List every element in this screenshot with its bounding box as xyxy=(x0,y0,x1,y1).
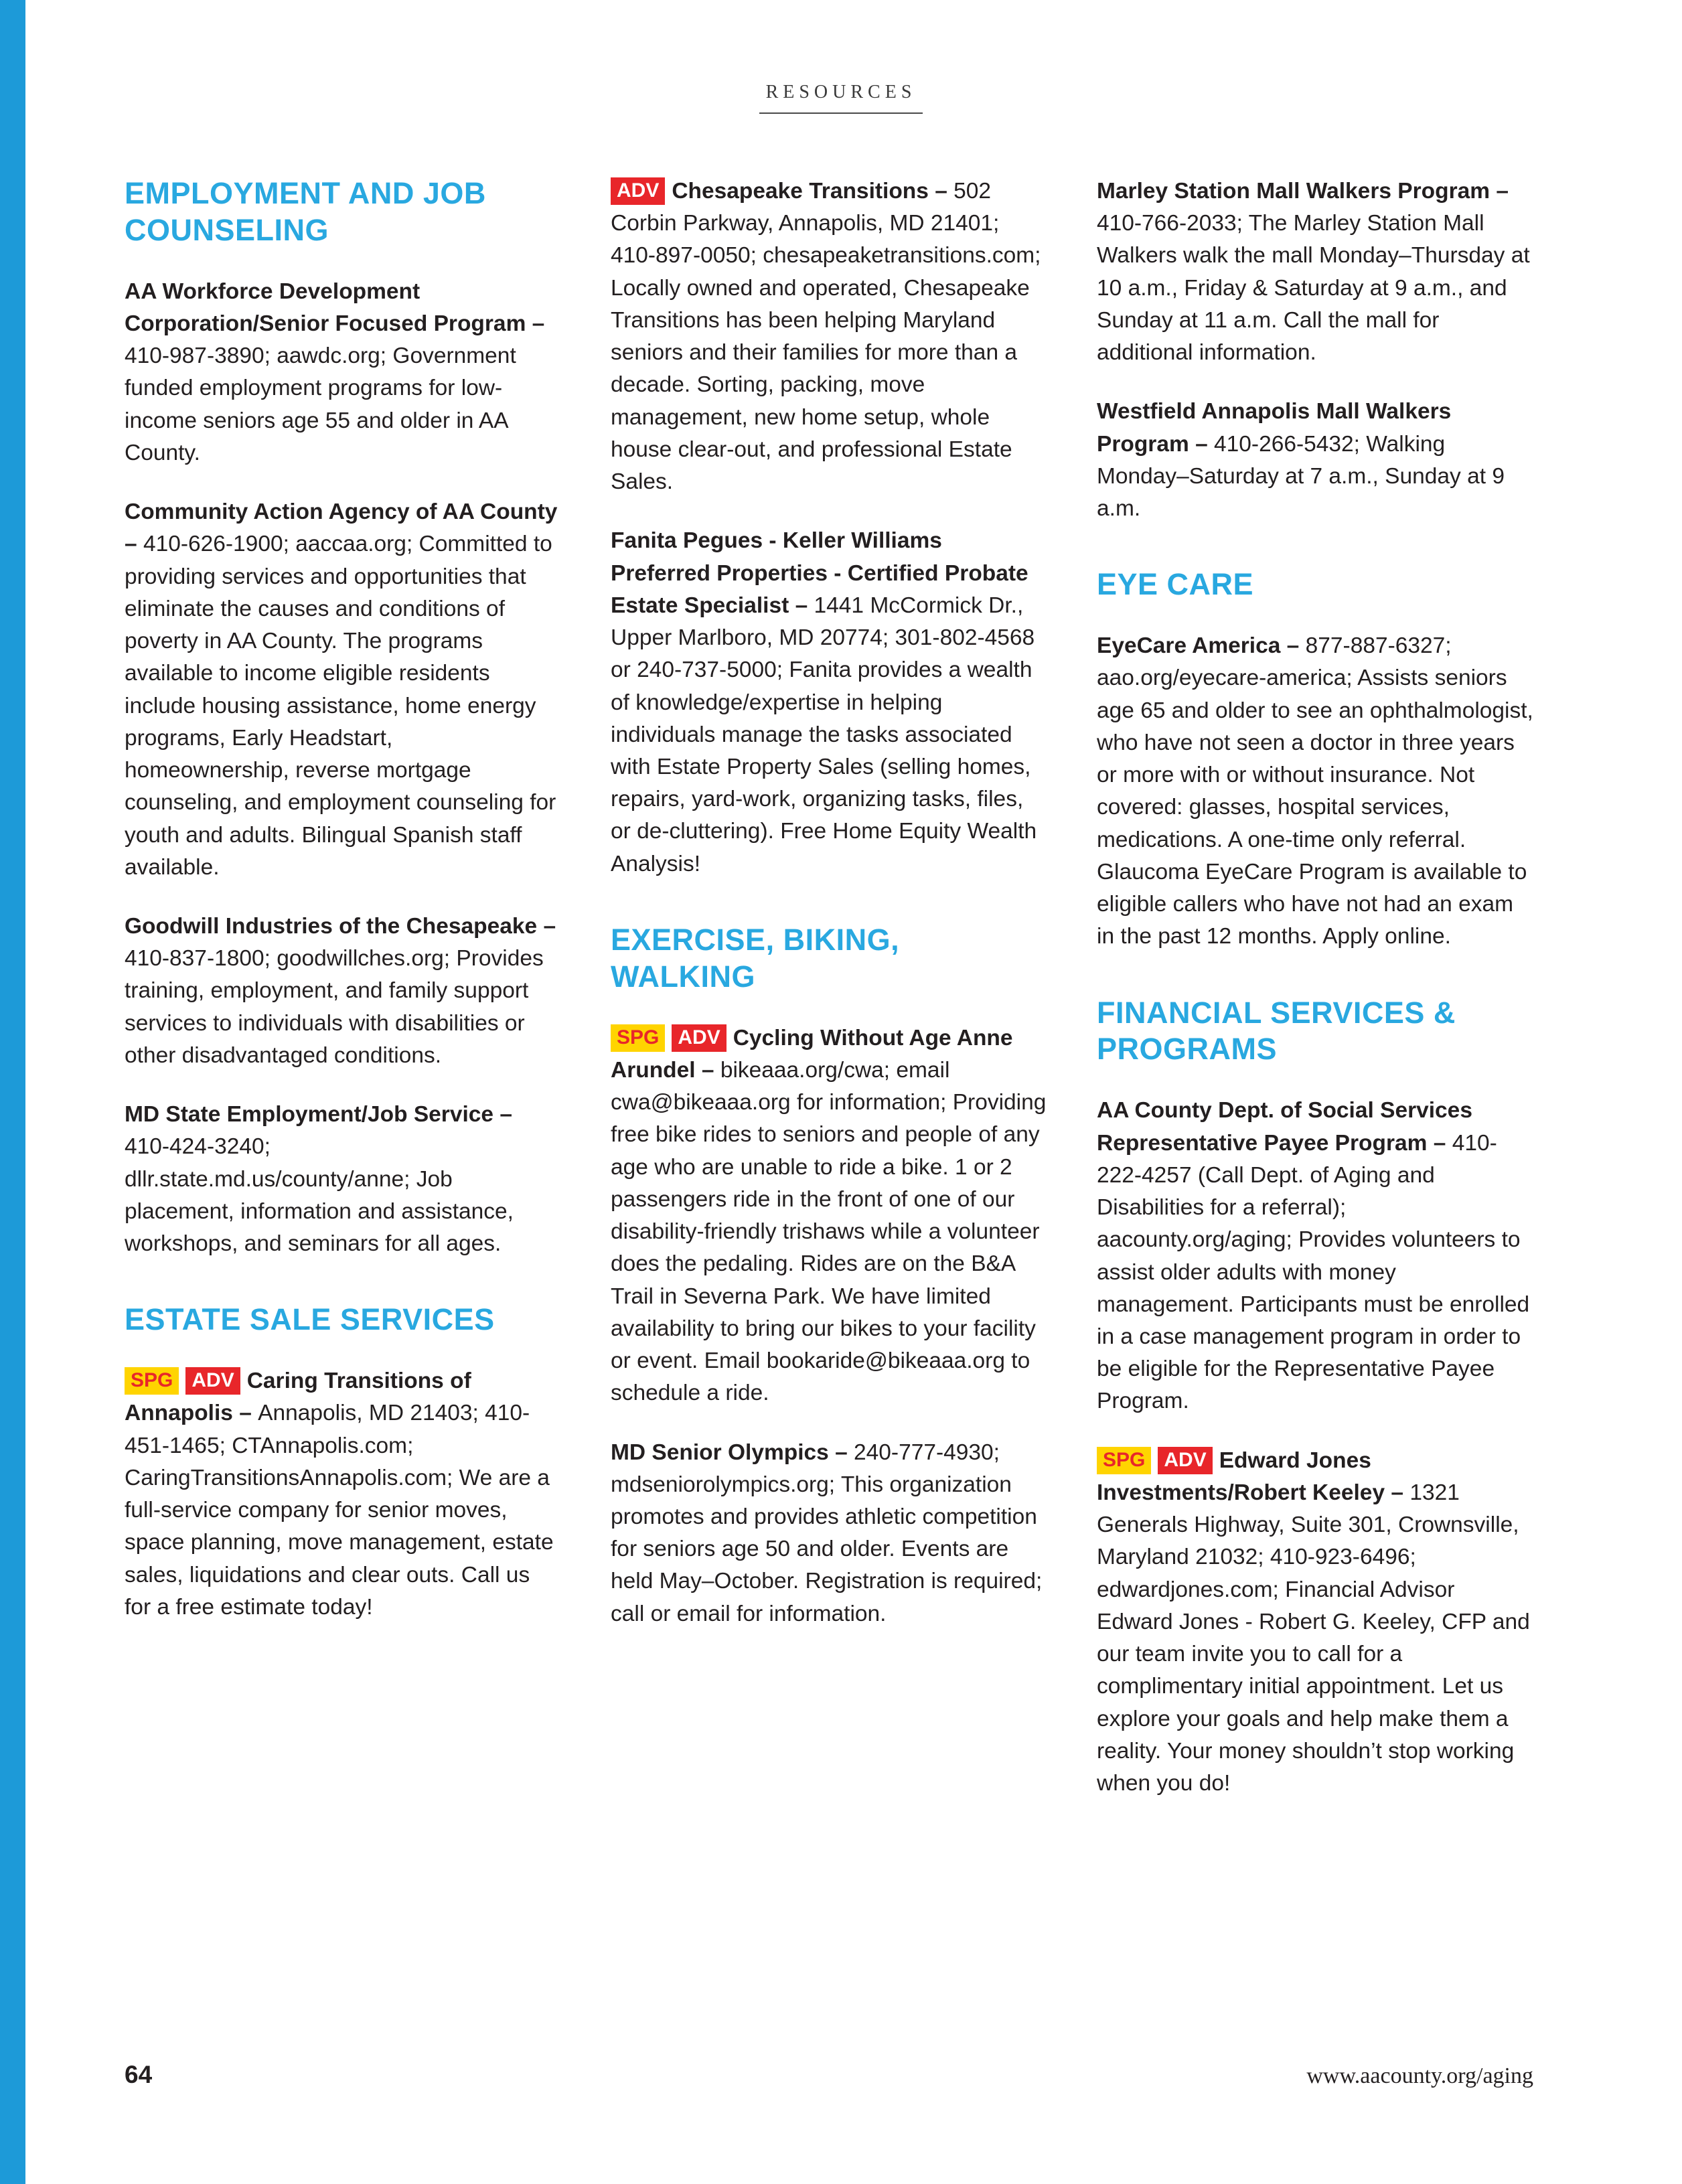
section-heading: EXERCISE, BIKING, WALKING xyxy=(611,922,900,994)
directory-entry xyxy=(125,276,561,469)
left-accent-bar xyxy=(0,0,25,2184)
content-columns xyxy=(125,175,1533,1826)
entry-text: 1441 McCormick Dr., Upper Marlboro, MD 20774; 301-802-4568 or 240-737-5000; Fanita provides a wealth of knowledge/expertise in helping individuals manage the tasks associated with Estate Property Sales (selling homes, repairs, yard-work, organizing tasks, files, or de-cluttering). Free Home Equity Wealth Analysis! xyxy=(611,593,1037,876)
directory-entry xyxy=(1097,1445,1533,1800)
entry-name: EyeCare America – xyxy=(1097,633,1306,659)
column-1 xyxy=(125,175,561,1826)
entry-text: Annapolis, MD 21403; 410-451-1465; CTAnnapolis.com; CaringTransitionsAnnapolis.com; We are a full-service company for senior moves, space planning, move management, estate sales, liquidations and clear outs. Call us for a free estimate today! xyxy=(125,1401,554,1620)
entry-name: Caring Transitions of Annapolis – xyxy=(125,1369,471,1426)
entry-text: 410-626-1900; aaccaa.org; Committed to providing services and opportunities that eliminate the causes and conditions of poverty in AA County. The programs available to income eligible residents include housing assistance, home energy programs, Early Headstart, homeownership, reverse mortgage counseling, and employment counseling for youth and adults. Bilingual Spanish staff available. xyxy=(125,532,556,880)
directory-entry xyxy=(611,175,1047,498)
entry-name: MD State Employment/Job Service – xyxy=(125,1102,512,1127)
directory-entry xyxy=(1097,1095,1533,1417)
directory-entry xyxy=(611,525,1047,880)
spg-badge: SPG xyxy=(611,1024,665,1052)
entry-text: 410-766-2033; The Marley Station Mall Walkers walk the mall Monday–Thursday at 10 a.m., Friday & Saturday at 9 a.m., and Sunday at 11 a.m. Call the mall for additional information. xyxy=(1097,211,1530,366)
entry-name: Goodwill Industries of the Chesapeake – xyxy=(125,914,556,939)
section-heading: EMPLOYMENT AND JOB COUNSELING xyxy=(125,176,486,247)
directory-entry xyxy=(125,496,561,884)
directory-entry xyxy=(1097,175,1533,369)
column-2 xyxy=(611,175,1047,1826)
directory-entry xyxy=(1097,630,1533,953)
entry-name: Marley Station Mall Walkers Program – xyxy=(1097,179,1509,204)
entry-name: Chesapeake Transitions – xyxy=(672,179,954,204)
entry-text: 877-887-6327; aao.org/eyecare-america; Assists seniors age 65 and older to see an ophthalmologist, who have not seen a doctor in three years or more with or without insurance. Not covered: glasses, hospital services, medications. A one-time only referral. Glaucoma EyeCare Program is available to eligible callers who have not had an exam in the past 12 months. Apply online. xyxy=(1097,633,1533,949)
entry-name: AA County Dept. of Social Services Representative Payee Program – xyxy=(1097,1098,1472,1156)
entry-name: MD Senior Olympics – xyxy=(611,1439,854,1465)
directory-entry xyxy=(1097,396,1533,525)
entry-name: AA Workforce Development Corporation/Senior Focused Program – xyxy=(125,279,545,337)
entry-text: 410-222-4257 (Call Dept. of Aging and Disabilities for a referral); aacounty.org/aging; Provides volunteers to assist older adults with money management. Participants must be enrolled in a case management program in order to be eligible for the Representative Payee Program. xyxy=(1097,1130,1530,1414)
directory-entry xyxy=(125,1365,561,1624)
entry-name: Westfield Annapolis Mall Walkers Program – xyxy=(1097,399,1452,457)
adv-badge: ADV xyxy=(611,177,665,205)
column-3 xyxy=(1097,175,1533,1826)
directory-entry xyxy=(125,1099,561,1260)
adv-badge: ADV xyxy=(185,1367,240,1395)
page-header xyxy=(0,82,1682,114)
section-heading: ESTATE SALE SERVICES xyxy=(125,1302,495,1337)
page-number: 64 xyxy=(125,2061,153,2088)
entry-text: 410-837-1800; goodwillches.org; Provides training, employment, and family support services to individuals with disabilities or other disadvantaged conditions. xyxy=(125,946,544,1068)
entry-text: 1321 Generals Highway, Suite 301, Crownsville, Maryland 21032; 410-923-6496; edwardjones.com; Financial Advisor Edward Jones - Robert G. Keeley, CFP and our team invite you to call for a complimentary initial appointment. Let us explore your goals and help make them a reality. Your money shouldn’t stop working when you do! xyxy=(1097,1480,1530,1796)
entry-name: Community Action Agency of AA County – xyxy=(125,499,558,557)
entry-text: 410-987-3890; aawdc.org; Government funded employment programs for low-income seniors age 55 and older in AA County. xyxy=(125,343,516,465)
page-footer xyxy=(125,2061,1533,2089)
footer-url: www.aacounty.org/aging xyxy=(1306,2063,1533,2088)
adv-badge: ADV xyxy=(672,1024,726,1052)
entry-name: Fanita Pegues - Keller Williams Preferred Properties - Certified Probate Estate Specialist – xyxy=(611,528,1028,618)
adv-badge: ADV xyxy=(1158,1447,1212,1474)
directory-entry xyxy=(611,1437,1047,1630)
directory-entry xyxy=(611,1022,1047,1410)
entry-name: Cycling Without Age Anne Arundel – xyxy=(611,1025,1013,1083)
spg-badge: SPG xyxy=(1097,1447,1151,1474)
entry-text: 502 Corbin Parkway, Annapolis, MD 21401; 410-897-0050; chesapeaketransitions.com; Locally owned and operated, Chesapeake Transitions has been helping Maryland seniors and their families for more than a decade. Sorting, packing, move management, new home setup, whole house clear-out, and professional Estate Sales. xyxy=(611,179,1041,495)
directory-entry xyxy=(125,911,561,1072)
entry-text: 410-424-3240; dllr.state.md.us/county/anne; Job placement, information and assistance, workshops, and seminars for all ages. xyxy=(125,1134,514,1257)
spg-badge: SPG xyxy=(125,1367,179,1395)
entry-text: bikeaaa.org/cwa; email cwa@bikeaaa.org for information; Providing free bike rides to seniors and people of any age who are unable to ride a bike. 1 or 2 passengers ride in the front of one of our disability-friendly trishaws while a volunteer does the pedaling. Rides are on the B&A Trail in Severna Park. We have limited availability to bring our bikes to your facility or event. Email bookaride@bikeaaa.org to schedule a ride. xyxy=(611,1057,1047,1406)
section-heading: EYE CARE xyxy=(1097,567,1254,602)
entry-name: Edward Jones Investments/Robert Keeley – xyxy=(1097,1448,1410,1505)
entry-text: 240-777-4930; mdseniorolympics.org; This organization promotes and provides athletic competition for seniors age 50 and older. Events are held May–October. Registration is required; call or email for information. xyxy=(611,1439,1043,1626)
section-heading: FINANCIAL SERVICES & PROGRAMS xyxy=(1097,995,1456,1067)
page-header-title: RESOURCES xyxy=(759,82,923,114)
entry-text: 410-266-5432; Walking Monday–Saturday at 7 a.m., Sunday at 9 a.m. xyxy=(1097,431,1505,522)
